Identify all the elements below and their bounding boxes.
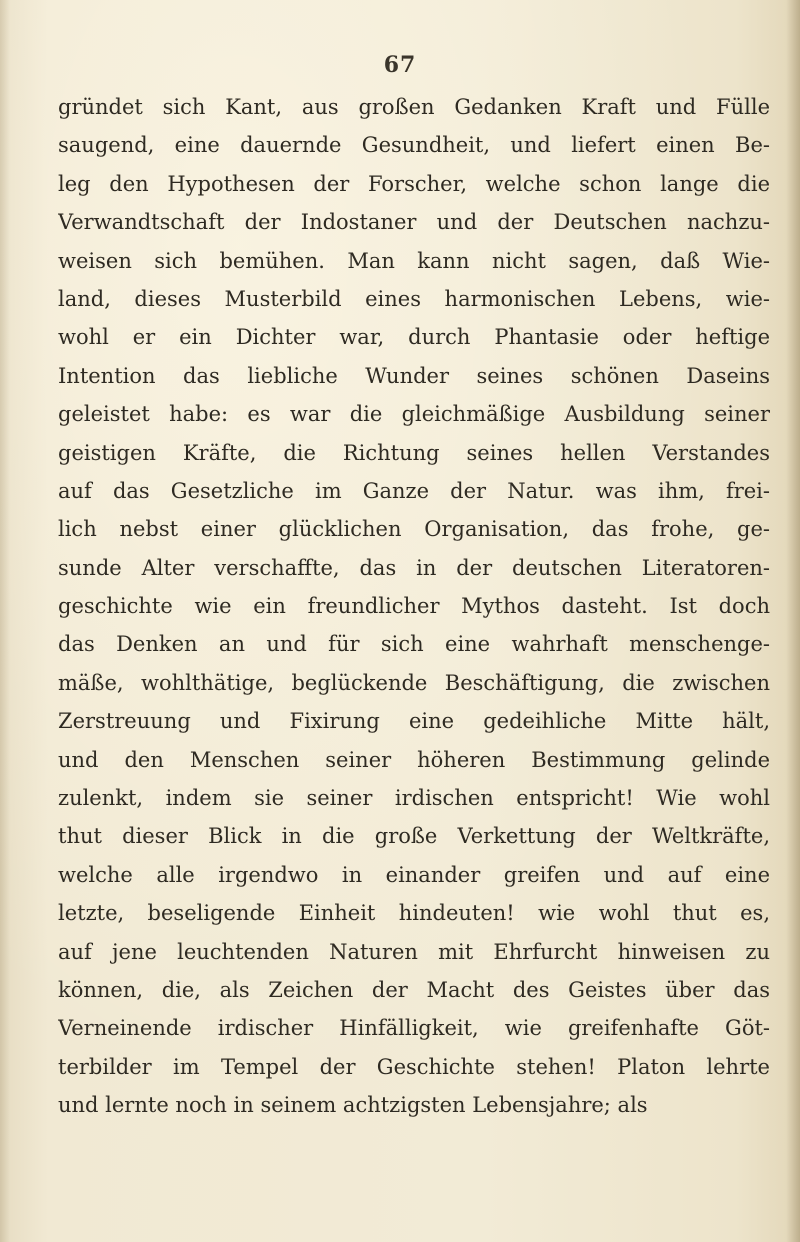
- text-line: sunde Alter verschaffte, das in der deutschen Literatoren-: [58, 555, 770, 580]
- text-line: Intention das liebliche Wunder seines schönen Daseins: [58, 363, 770, 388]
- page-number: 67: [383, 52, 417, 78]
- text-line: leg den Hypothesen der Forscher, welche schon lange die: [58, 171, 770, 196]
- text-line: thut dieser Blick in die große Verkettung der Weltkräfte,: [58, 824, 770, 849]
- text-line: das Denken an und für sich eine wahrhaft menschenge-: [58, 632, 770, 657]
- text-line: geschichte wie ein freundlicher Mythos dasteht. Ist doch: [58, 594, 770, 619]
- text-line: Verwandtschaft der Indostaner und der Deutschen nachzu-: [58, 210, 770, 235]
- text-line: Zerstreuung und Fixirung eine gedeihliche Mitte hält,: [58, 709, 770, 734]
- text-line: Verneinende irdischer Hinfälligkeit, wie greifenhafte Göt-: [58, 1016, 770, 1041]
- text-line: wohl er ein Dichter war, durch Phantasie oder heftige: [58, 325, 770, 350]
- text-line: land, dieses Musterbild eines harmonischen Lebens, wie-: [58, 286, 770, 311]
- text-line: geleistet habe: es war die gleichmäßige Ausbildung seiner: [58, 402, 770, 427]
- page-left-edge: [0, 0, 10, 1242]
- text-line: und den Menschen seiner höheren Bestimmung gelinde: [58, 747, 770, 772]
- body-text: [58, 88, 770, 1125]
- text-line: mäße, wohlthätige, beglückende Beschäftigung, die zwischen: [58, 670, 770, 695]
- text-line: weisen sich bemühen. Man kann nicht sagen, daß Wie-: [58, 248, 770, 273]
- text-line: saugend, eine dauernde Gesundheit, und liefert einen Be-: [58, 133, 770, 158]
- text-line: letzte, beseligende Einheit hindeuten! wie wohl thut es,: [58, 901, 770, 926]
- text-line: auf jene leuchtenden Naturen mit Ehrfurcht hinweisen zu: [58, 939, 770, 964]
- page-spine-shadow: [786, 0, 800, 1242]
- text-line: können, die, als Zeichen der Macht des Geistes über das: [58, 977, 770, 1002]
- text-line: terbilder im Tempel der Geschichte stehen! Platon lehrte: [58, 1054, 770, 1079]
- text-line: zulenkt, indem sie seiner irdischen entspricht! Wie wohl: [58, 786, 770, 811]
- text-line: und lernte noch in seinem achtzigsten Lebensjahre; als: [58, 1093, 648, 1118]
- text-line: lich nebst einer glücklichen Organisation, das frohe, ge-: [58, 517, 770, 542]
- text-line: auf das Gesetzliche im Ganze der Natur. was ihm, frei-: [58, 478, 770, 503]
- text-line: gründet sich Kant, aus großen Gedanken Kraft und Fülle: [58, 95, 770, 119]
- text-line: welche alle irgendwo in einander greifen und auf eine: [58, 862, 770, 887]
- text-line: geistigen Kräfte, die Richtung seines hellen Verstandes: [58, 440, 770, 465]
